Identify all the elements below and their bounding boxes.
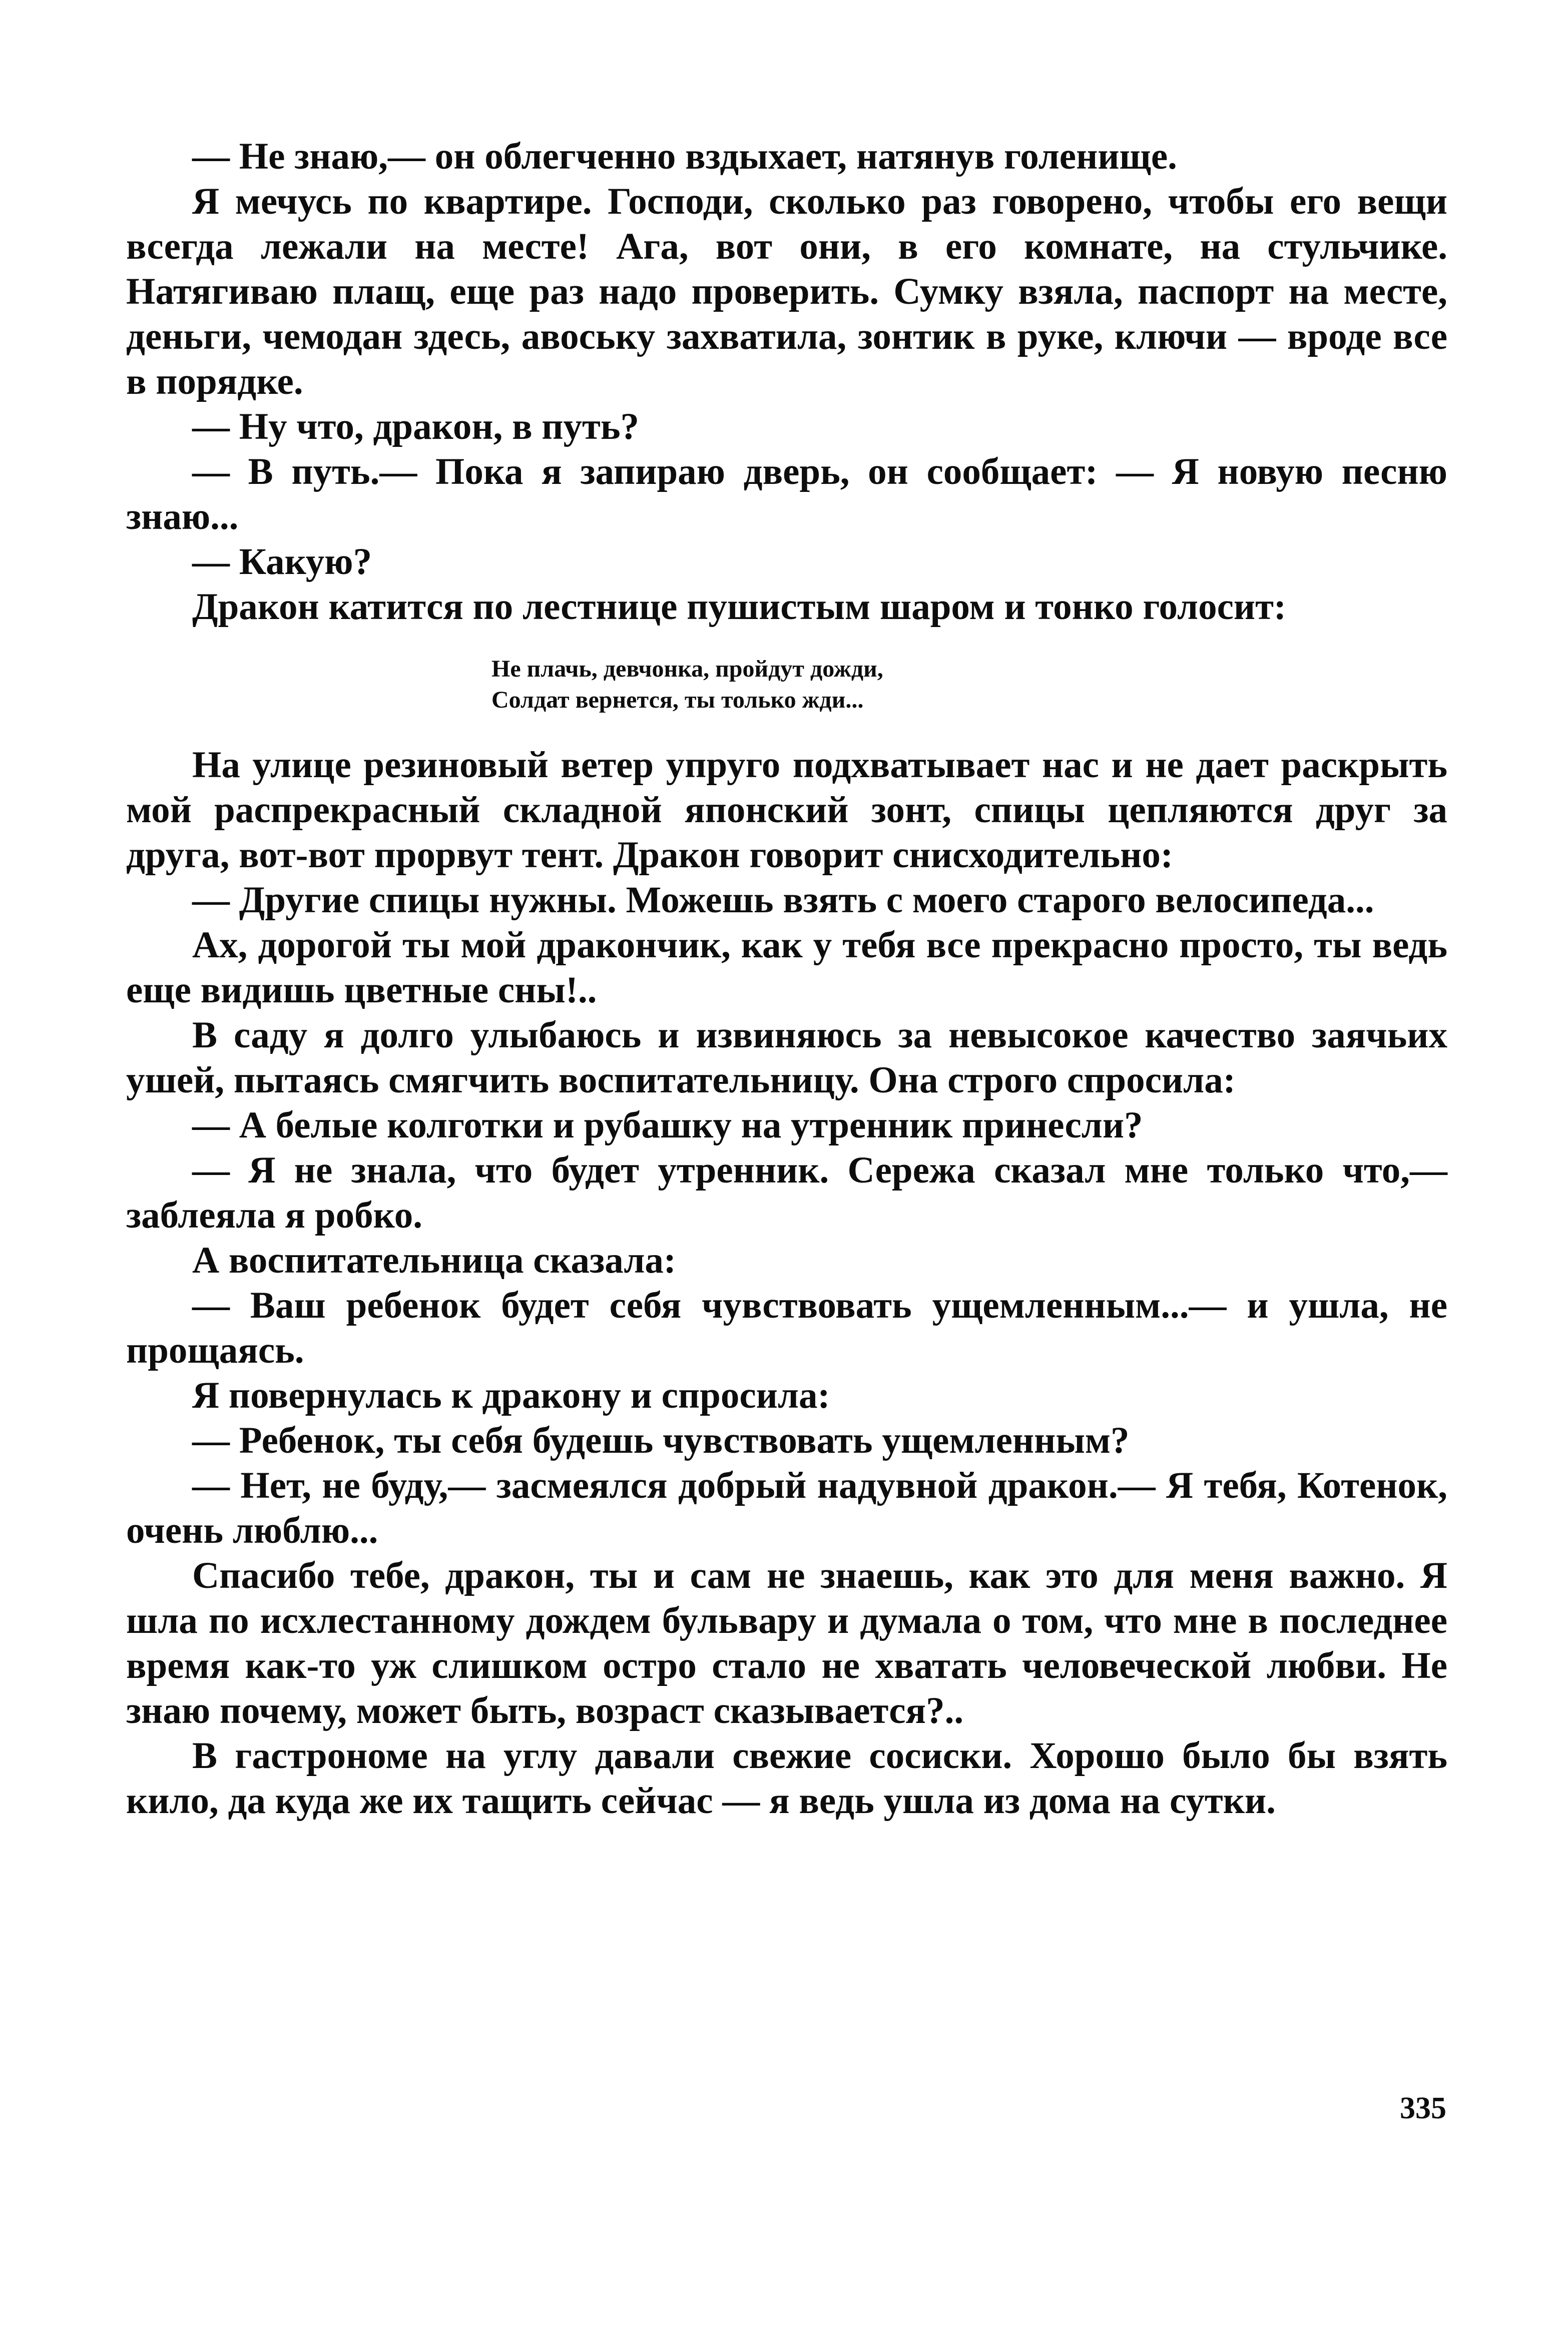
page-body [126,134,1447,1824]
paragraph: — Нет, не буду,— засмеялся добрый надувной дракон.— Я тебя, Котенок, очень люблю... [126,1465,1447,1551]
paragraph: — Ваш ребенок будет себя чувствовать ущемленным...— и ушла, не прощаясь. [126,1285,1447,1371]
paragraph: Я мечусь по квартире. Господи, сколько раз говорено, чтобы его вещи всегда лежали на месте! Ага, вот они, в его комнате, на стульчике. Натягиваю плащ, еще раз надо проверить. Сумку взяла, паспорт на месте, деньги, чемодан здесь, авоську захватила, зонтик в руке, ключи — вроде все в порядке. [126,181,1447,402]
paragraph: — А белые колготки и рубашку на утренник принесли? [192,1104,1143,1146]
paragraph: Ах, дорогой ты мой дракончик, как у тебя все прекрасно просто, ты ведь еще видишь цветные сны!.. [126,924,1447,1011]
paragraph: — Другие спицы нужны. Можешь взять с моего старого велосипеда... [192,879,1374,921]
paragraph: — Не знаю,— он облегченно вздыхает, натянув голенище. [192,136,1177,177]
paragraph: Я повернулась к дракону и спросила: [192,1375,830,1416]
paragraph: На улице резиновый ветер упруго подхватывает нас и не дает раскрыть мой распрекрасный складной японский зонт, спицы цепляются друг за друга, вот-вот прорвут тент. Дракон говорит снисходительно: [126,744,1447,876]
paragraph: — Я не знала, что будет утренник. Сережа сказал мне только что,— заблеяла я робко. [126,1149,1447,1236]
paragraph: — Ну что, дракон, в путь? [192,406,640,447]
verse-block [126,654,1447,716]
paragraph: Дракон катится по лестнице пушистым шаром и тонко голосит: [192,586,1286,628]
verse-line: Не плачь, девчонка, пройдут дожди, [491,656,883,682]
paragraph: — Ребенок, ты себя будешь чувствовать ущемленным? [192,1420,1130,1461]
paragraph: — Какую? [192,541,372,582]
paragraph: В гастрономе на углу давали свежие сосиски. Хорошо было бы взять кило, да куда же их тащить сейчас — я ведь ушла из дома на сутки. [126,1735,1447,1822]
paragraph: Спасибо тебе, дракон, ты и сам не знаешь, как это для меня важно. Я шла по исхлестанному дождем бульвару и думала о том, что мне в последнее время как-то уж слишком остро стало не хватать человеческой любви. Не знаю почему, может быть, возраст сказывается?.. [126,1555,1447,1731]
page-number: 335 [1400,2091,1446,2125]
paragraph: В саду я долго улыбаюсь и извиняюсь за невысокое качество заячьих ушей, пытаясь смягчить воспитательницу. Она строго спросила: [126,1014,1447,1101]
paragraph: — В путь.— Пока я запираю дверь, он сообщает: — Я новую песню знаю... [126,451,1447,537]
verse-line: Солдат вернется, ты только жди... [491,687,864,713]
paragraph: А воспитательница сказала: [192,1240,676,1281]
